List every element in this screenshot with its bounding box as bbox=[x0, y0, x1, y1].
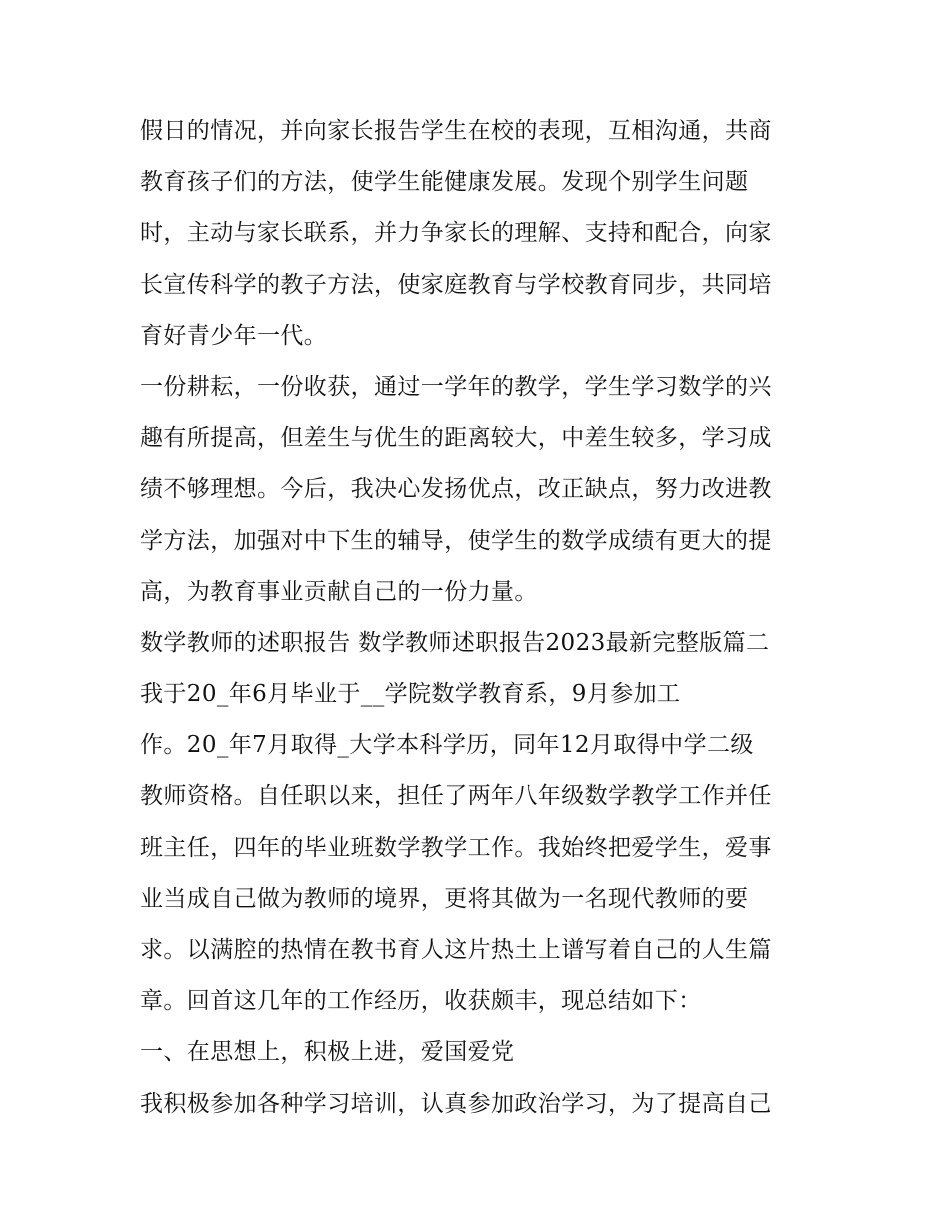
text-line: 教师资格。自任职以来，担任了两年八年级数学教学工作并任 bbox=[140, 783, 772, 810]
text-line: 趣有所提高，但差生与优生的距离较大，中差生较多，学习成 bbox=[140, 425, 772, 452]
text-line: 我于20_年6月毕业于__学院数学教育系，9月参加工 bbox=[140, 681, 681, 708]
text-line: 高，为教育事业贡献自己的一份力量。 bbox=[140, 578, 538, 605]
text-line: 假日的情况，并向家长报告学生在校的表现，互相沟通，共商 bbox=[140, 118, 772, 144]
text-line: 长宣传科学的教子方法，使家庭教育与学校教育同步，共同培 bbox=[140, 271, 772, 298]
text-line: 育好青少年一代。 bbox=[140, 322, 328, 349]
text-line: 一份耕耘，一份收获，通过一学年的教学，学生学习数学的兴 bbox=[140, 373, 772, 400]
text-line: 求。以满腔的热情在教书育人这片热土上谱写着自己的人生篇 bbox=[140, 937, 772, 963]
section-heading: 数学教师的述职报告 数学教师述职报告2023最新完整版篇二 bbox=[140, 629, 770, 656]
text-line: 教育孩子们的方法，使学生能健康发展。发现个别学生问题 bbox=[140, 169, 749, 196]
text-line: 章。回首这几年的工作经历，收获颇丰，现总结如下： bbox=[140, 988, 702, 1015]
text-line: 业当成自己做为教师的境界，更将其做为一名现代教师的要 bbox=[140, 885, 749, 912]
text-line: 学方法，加强对中下生的辅导，使学生的数学成绩有更大的提 bbox=[140, 527, 772, 554]
subsection-heading: 一、在思想上，积极上进，爱国爱党 bbox=[140, 1039, 515, 1066]
text-line: 我积极参加各种学习培训，认真参加政治学习，为了提高自己 bbox=[140, 1090, 772, 1117]
text-line: 绩不够理想。今后，我决心发扬优点，改正缺点，努力改进教 bbox=[140, 476, 772, 503]
text-line: 时，主动与家长联系，并力争家长的理解、支持和配合，向家 bbox=[140, 220, 772, 247]
document-body bbox=[140, 106, 820, 1130]
text-line: 作。20_年7月取得_大学本科学历，同年12月取得中学二级 bbox=[140, 732, 754, 759]
text-line: 班主任，四年的毕业班数学教学工作。我始终把爱学生，爱事 bbox=[140, 834, 772, 861]
